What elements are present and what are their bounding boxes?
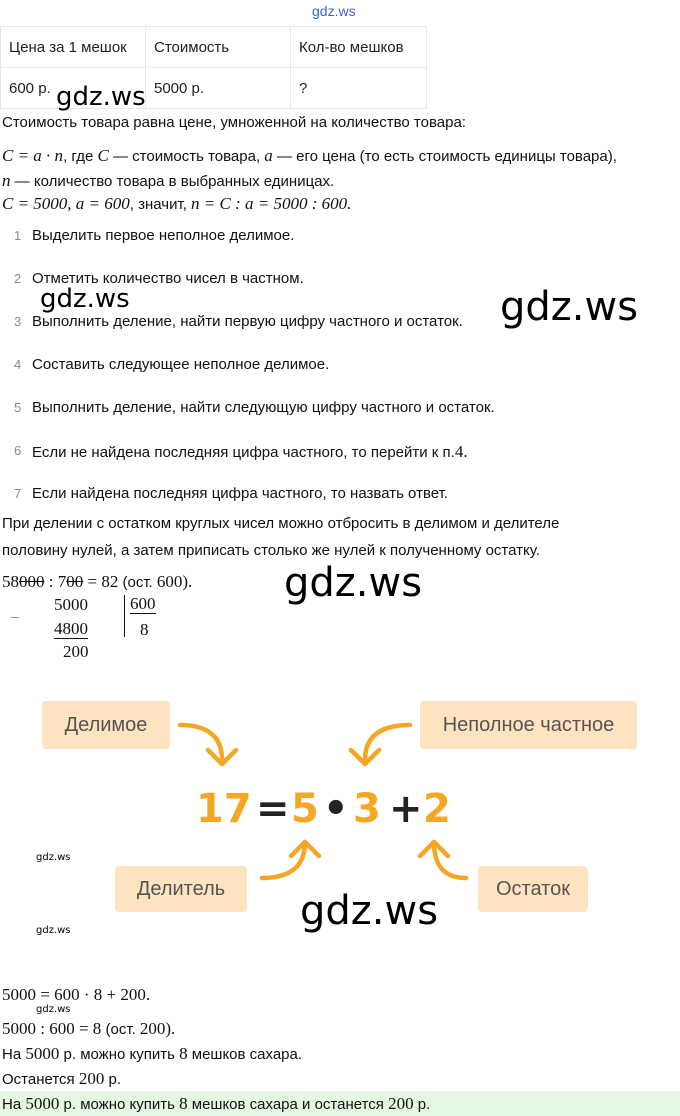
label-dividend: Делимое [42, 701, 170, 749]
table-header-cell: Стоимость [146, 27, 291, 68]
value: 200 [78, 1069, 105, 1088]
step-number: 7 [14, 486, 22, 501]
eq-dividend: 17 [196, 786, 252, 832]
text: , где [63, 148, 98, 165]
ref: 4. [454, 442, 468, 461]
text: мешков сахара и останется [187, 1096, 389, 1113]
table-cell: ? [291, 68, 427, 109]
text: р. [413, 1096, 431, 1113]
answer-line [2, 1094, 430, 1114]
subtrahend: 4800 [54, 619, 88, 638]
result-line-1: 5000 = 600 · 8 + 200. [2, 985, 151, 1004]
result-line-3 [2, 1044, 302, 1064]
text: Останется [2, 1071, 79, 1088]
watermark: gdz.ws [40, 284, 130, 314]
text: — стоимость товара, [108, 148, 265, 165]
theory-line-3 [2, 171, 334, 191]
step-1-text: Выделить первое неполное делимое. [32, 227, 295, 244]
step-number: 1 [14, 228, 22, 243]
watermark: gdz.ws [36, 852, 71, 863]
step-1 [14, 227, 21, 244]
eq-plus: + [389, 786, 423, 832]
text: ). [182, 572, 193, 591]
step-number: 4 [14, 357, 22, 372]
dividend: 5000 [54, 595, 88, 614]
value: 200 [139, 1019, 166, 1038]
step-4-text: Составить следующее неполное делимое. [32, 356, 330, 373]
text: ). [165, 1019, 176, 1038]
eq-equals: = [256, 786, 290, 832]
value: 8 [179, 1044, 188, 1063]
remainder-value: 200 [63, 642, 89, 661]
quotient: 8 [140, 620, 149, 639]
step-number: 6 [14, 443, 22, 458]
watermark: gdz.ws [300, 888, 439, 934]
watermark: gdz.ws [284, 560, 423, 606]
step-2-text: Отметить количество чисел в частном. [32, 270, 304, 287]
text: р. можно купить [59, 1046, 180, 1063]
step-number: 2 [14, 271, 22, 286]
text: р. [104, 1071, 122, 1088]
struck-zeros: 000 [19, 572, 45, 591]
watermark: gdz.ws [56, 82, 146, 112]
step-2 [14, 270, 21, 287]
division-header [2, 572, 192, 592]
step-6-text [32, 442, 468, 462]
text: , значит, [129, 196, 192, 213]
table-header-row [1, 27, 427, 68]
formula: n = C : a = 5000 : 600. [191, 194, 352, 213]
formula: C = 5000, a = 600 [2, 194, 130, 213]
struck-zeros: 00 [66, 572, 84, 591]
divisor: 600 [130, 594, 156, 613]
text: На [2, 1046, 26, 1063]
step-5 [14, 399, 21, 416]
value: 200 [388, 1094, 414, 1113]
var-n: n [2, 171, 11, 190]
division-bar [124, 595, 125, 637]
label-partial-quotient: Неполное частное [420, 701, 637, 749]
value: 8 [179, 1094, 188, 1113]
table-cell: 5000 р. [146, 68, 291, 109]
table-header-cell: Кол-во мешков [291, 27, 427, 68]
eq-remainder: 2 [423, 786, 451, 832]
text: 600 [156, 572, 183, 591]
formula: 5000 : 600 = 8 [2, 1019, 102, 1038]
step-7-text: Если найдена последняя цифра частного, то назвать ответ. [32, 485, 448, 502]
eq-dot: • [323, 786, 349, 832]
text: — его цена (то есть стоимость единицы товара), [272, 148, 617, 165]
var-a: a [264, 146, 273, 165]
text: 58 [2, 572, 19, 591]
theory-line-4 [2, 194, 351, 214]
formula: C = a · n [2, 146, 64, 165]
text: На [2, 1096, 26, 1113]
text: Если не найдена последняя цифра частного, то перейти к п. [32, 444, 455, 461]
table-cell: 600 р. [1, 68, 146, 109]
watermark: gdz.ws [500, 284, 639, 330]
theory-line-1: Стоимость товара равна цене, умноженной на количество товара: [2, 114, 466, 131]
step-6 [14, 442, 21, 459]
step-number: 3 [14, 314, 22, 329]
text: — количество товара в выбранных единицах. [10, 173, 335, 190]
watermark: gdz.ws [36, 925, 71, 936]
result-line-2 [2, 1019, 175, 1039]
step-number: 5 [14, 400, 22, 415]
text: мешков сахара. [187, 1046, 303, 1063]
watermark: gdz.ws [36, 1004, 71, 1015]
step-3 [14, 313, 21, 330]
var-c: C [97, 146, 109, 165]
rule-line-1: При делении с остатком круглых чисел можно отбросить в делимом и делителе [2, 515, 560, 532]
table-header-cell: Цена за 1 мешок [1, 27, 146, 68]
label-remainder: Остаток [478, 866, 588, 912]
theory-line-2 [2, 146, 617, 166]
step-3-text: Выполнить деление, найти первую цифру частного и остаток. [32, 313, 463, 330]
minus-sign: − [10, 608, 20, 627]
watermark-top: gdz.ws [312, 3, 356, 19]
value: 5000 [25, 1044, 60, 1063]
text: : 7 [44, 572, 67, 591]
text: = 82 [83, 572, 119, 591]
value: 5000 [25, 1094, 60, 1113]
label-divisor: Делитель [115, 866, 247, 912]
rule-line-2: половину нулей, а затем приписать столько же нулей к полученному остатку. [2, 542, 540, 559]
eq-partial-quotient: 3 [353, 786, 381, 832]
text: (ост. [101, 1021, 140, 1038]
text: р. можно купить [59, 1096, 180, 1113]
step-4 [14, 356, 21, 373]
step-5-text: Выполнить деление, найти следующую цифру частного и остаток. [32, 399, 495, 416]
eq-divisor: 5 [291, 786, 319, 832]
step-7 [14, 485, 21, 502]
result-line-4 [2, 1069, 121, 1089]
text: (ост. [118, 574, 157, 591]
